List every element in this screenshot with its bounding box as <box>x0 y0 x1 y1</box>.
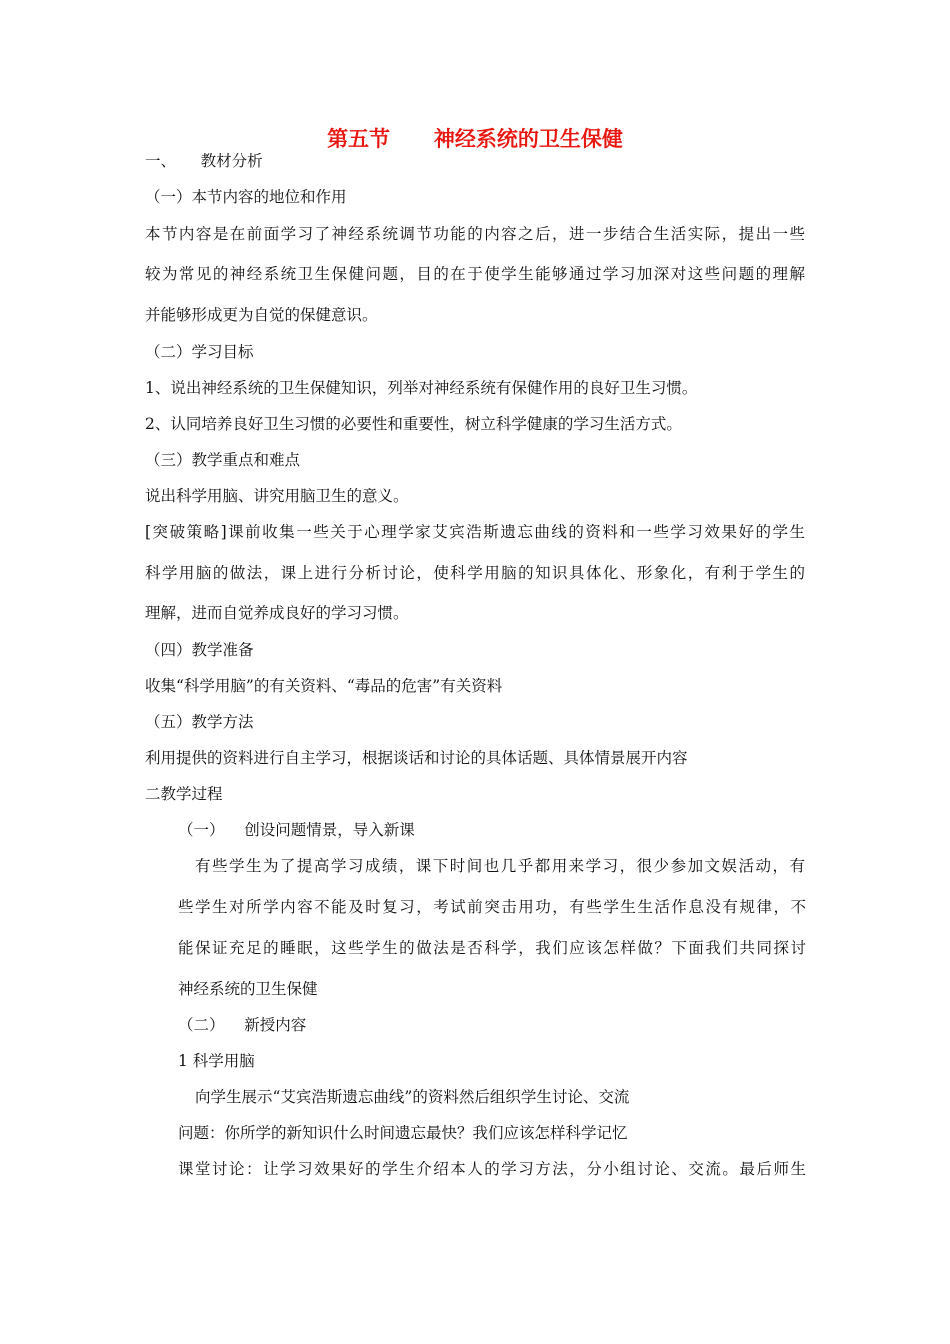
subsection-heading: （三）教学重点和难点 <box>145 451 301 469</box>
paragraph-line: 较为常见的神经系统卫生保健问题，目的在于使学生能够通过学习加深对这些问题的理解 <box>145 265 805 283</box>
paragraph-line: 问题：你所学的新知识什么时间遗忘最快？我们应该怎样科学记忆 <box>178 1124 628 1142</box>
subsection-heading: （四）教学准备 <box>145 641 254 659</box>
paragraph-line: 些学生对所学内容不能及时复习，考试前突击用功，有些学生生活作息没有规律，不 <box>178 898 806 916</box>
paragraph-line: 神经系统的卫生保健 <box>178 980 318 998</box>
subsection-heading: （二） 新授内容 <box>178 1016 307 1034</box>
topic-heading: 1 科学用脑 <box>178 1052 255 1070</box>
subsection-heading: （一）本节内容的地位和作用 <box>145 188 347 206</box>
paragraph-line: 利用提供的资料进行自主学习，根据谈话和讨论的具体话题、具体情景展开内容 <box>145 749 688 767</box>
subsection-heading: （一） 创设问题情景，导入新课 <box>178 821 415 839</box>
paragraph-line: 科学用脑的做法，课上进行分析讨论，使科学用脑的知识具体化、形象化，有利于学生的 <box>145 564 805 582</box>
section-heading: 二教学过程 <box>145 785 223 803</box>
paragraph-line: 有些学生为了提高学习成绩，课下时间也几乎都用来学习，很少参加文娱活动，有 <box>195 857 805 875</box>
paragraph-line: 理解，进而自觉养成良好的学习习惯。 <box>145 604 409 622</box>
paragraph-line: 收集“科学用脑”的有关资料、“毒品的危害”有关资料 <box>145 677 503 695</box>
paragraph-line: 本节内容是在前面学习了神经系统调节功能的内容之后，进一步结合生活实际，提出一些 <box>145 225 805 243</box>
section-heading: 一、 教材分析 <box>145 152 263 170</box>
paragraph-line: 课堂讨论：让学习效果好的学生介绍本人的学习方法，分小组讨论、交流。最后师生 <box>178 1160 806 1178</box>
list-item: 1、说出神经系统的卫生保健知识，列举对神经系统有保健作用的良好卫生习惯。 <box>145 379 698 397</box>
list-item: 2、认同培养良好卫生习惯的必要性和重要性，树立科学健康的学习生活方式。 <box>145 415 682 433</box>
paragraph-line: 能保证充足的睡眠，这些学生的做法是否科学，我们应该怎样做？下面我们共同探讨 <box>178 939 806 957</box>
document-title: 第五节 神经系统的卫生保健 <box>327 127 623 151</box>
subsection-heading: （二）学习目标 <box>145 343 254 361</box>
paragraph-line: 并能够形成更为自觉的保健意识。 <box>145 306 378 324</box>
paragraph-line: 向学生展示“艾宾浩斯遗忘曲线”的资料然后组织学生讨论、交流 <box>195 1088 630 1106</box>
paragraph-line: 说出科学用脑、讲究用脑卫生的意义。 <box>145 487 409 505</box>
paragraph-line: [突破策略]课前收集一些关于心理学家艾宾浩斯遗忘曲线的资料和一些学习效果好的学生 <box>145 523 805 541</box>
subsection-heading: （五）教学方法 <box>145 713 254 731</box>
